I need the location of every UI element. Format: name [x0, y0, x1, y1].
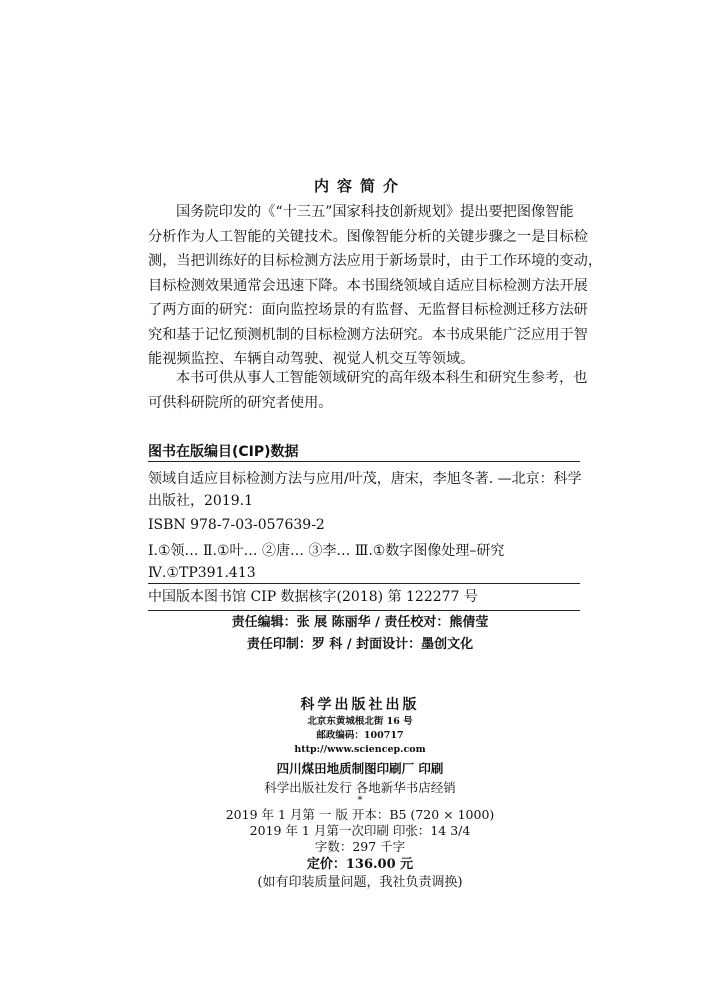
distribution-line: 科学出版社发行 各地新华书店经销	[264, 780, 456, 795]
printer-line: 四川煤田地质制图印刷厂 印刷	[276, 761, 444, 776]
summary-paragraph-2	[148, 366, 588, 415]
edition-info	[0, 807, 720, 855]
text-line: 分析作为人工智能的关键技术。图像智能分析的关键步骤之一是目标检	[148, 228, 588, 245]
cip-isbn: ISBN 978-7-03-057639-2	[148, 517, 325, 533]
cip-classification	[148, 540, 580, 584]
summary-title: 内容简介	[313, 177, 406, 195]
staff-credits	[0, 612, 720, 656]
separator-star: *	[357, 795, 363, 806]
publisher-name: 科学出版社出版	[300, 697, 420, 713]
text-line: Ⅳ.①TP391.413	[148, 565, 256, 581]
cip-verification: 中国版本图书馆 CIP 数据核字(2018) 第 122277 号	[148, 589, 478, 605]
edition-line-2: 2019 年 1 月第一次印刷 印张：14 3/4	[249, 823, 471, 838]
text-line: 究和基于记忆预测机制的目标检测方法研究。本书成果能广泛应用于智	[148, 326, 588, 343]
divider	[148, 610, 580, 611]
text-line: 国务院印发的《“十三五”国家科技创新规划》提出要把图像智能	[176, 204, 574, 220]
text-line: 本书可供从事人工智能领域研究的高年级本科生和研究生参考，也	[176, 370, 588, 386]
text-line: 目标检测效果通常会迅速下降。本书围绕领域自适应目标检测方法开展	[148, 277, 588, 294]
quality-note: (如有印装质量问题，我社负责调换)	[257, 875, 463, 890]
word-count: 字数：297 千字	[314, 839, 406, 854]
staff-line-2: 责任印制：罗 科 / 封面设计：墨创文化	[246, 637, 474, 652]
text-line: 出版社，2019.1	[148, 493, 253, 509]
text-line: 测，当把训练好的目标检测方法应用于新场景时，由于工作环境的变动，	[148, 253, 603, 269]
summary-paragraph-1	[148, 200, 603, 372]
publisher-address: 北京东黄城根北街 16 号	[307, 716, 413, 727]
text-line: 领域自适应目标检测方法与应用/叶茂，唐宋，李旭冬著. —北京：科学	[148, 471, 582, 487]
divider	[148, 461, 580, 462]
text-line: 了两方面的研究：面向监控场景的有监督、无监督目标检测迁移方法研	[148, 302, 588, 318]
text-line: Ⅰ.①领… Ⅱ.①叶… ②唐… ③李… Ⅲ.①数字图像处理–研究	[148, 543, 505, 559]
divider	[148, 583, 580, 584]
cip-header: 图书在版编目(CIP)数据	[148, 444, 299, 460]
text-line: 能视频监控、车辆自动驾驶、视觉人机交互等领域。	[148, 351, 475, 367]
edition-line-1: 2019 年 1 月第 一 版 开本：B5 (720 × 1000)	[225, 807, 495, 822]
publisher-postcode: 邮政编码：100717	[316, 730, 404, 741]
staff-line-1: 责任编辑：张 展 陈丽华 / 责任校对：熊倩莹	[231, 615, 489, 630]
cip-citation	[148, 468, 580, 512]
price: 定价：136.00 元	[306, 857, 414, 872]
publisher-website: http://www.sciencep.com	[294, 744, 426, 755]
text-line: 可供科研院所的研究者使用。	[148, 394, 333, 411]
publisher-details	[0, 715, 720, 757]
